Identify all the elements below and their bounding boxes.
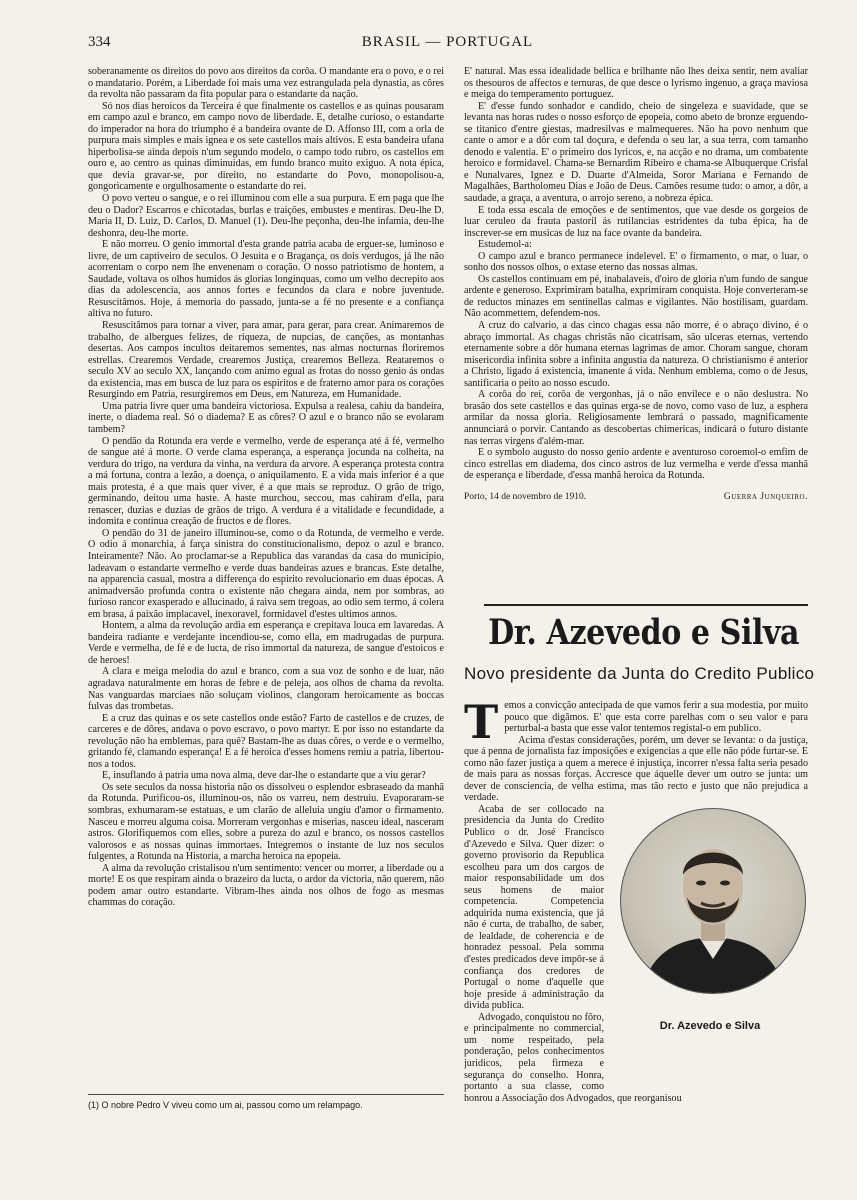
- portrait-photo: [620, 808, 806, 994]
- essay-paragraph: E a cruz das quinas e os sete castellos onde estão? Farto de castellos e de cruzes, de carceres e de dôres, andava o povo escravo, o povo martyr. E por isso no estandarte da revolução não ha emblemas, para quê? Bastam-lhe as duas côres, o verde e o vermelho, gritando fé, clamando esperança! E a fé heroica d'esses homens remiu a patria, libertou-nos a todos.: [88, 712, 444, 770]
- portrait-illustration: [621, 809, 805, 993]
- article-subtitle: Novo presidente da Junta do Credito Publico: [464, 664, 815, 683]
- essay-signature: [464, 492, 808, 503]
- essay-paragraph: Hontem, a alma da revolução ardia em esperança e crepitava louca em lavaredas. A bandeira radiante e verdejante incendiou-se, como ella, em madrugadas de purpura. Verde e vermelha, de fé e de lucta, de riso immortal da natureza, de sangue d'estoicos e de heroes!: [88, 620, 444, 666]
- article-paragraph: Acima d'estas considerações, porém, um dever se levanta: o da justiça, que á penna de jornalista faz imposições e exigencias a que elle não póde furtar-se. E como não fazer justiça a quem a merece é injustiça, incorrer n'essa falta seria pesado de mais para as nossas forças. Accresce que áquelle dever um outro se junta: um dever de consciencia, de velha estima, mas tão recto e justo que não prejudica a verdade.: [464, 734, 808, 804]
- article-lead-text: emos a convicção antecipada de que vamos ferir a sua modestia, por muito pouco que digâmos. E' que esta corre parelhas com o seu valor e para perturbal-a basta que esse valor tentemos registal-o em publico.: [504, 700, 808, 735]
- portrait-figure: [612, 808, 808, 1080]
- essay-paragraph: Só nos dias heroicos da Terceira é que finalmente os castellos e as quinas pousaram em campo azul e branco, em campo novo de liberdade. E, detalhe curioso, o estandarte do imperador na hora do triumpho é a bandeira ovante de D. Affonso III, com a orla de purpura mais simples e mais ignea e os sete castellos mais altivos. E esta bandeira ufana hiperbolisa-se ainda depois n'um segundo modelo, o campo todo rubro, os castellos em ouro e, ao centro as quinas diminuidas, em fundo branco muito exiguo. A nota épica, que devia gravar-se, por direito, no estandarte do Povo, monopolisou-a, gongoricamente e orgulhosamente o estandarte do rei.: [88, 100, 444, 193]
- essay-paragraph: E' natural. Mas essa idealidade bellica e brilhante não lhes deixa sentir, nem avaliar os thesouros de affectos e ternuras, de que desce o lyrismo ingenuo, a graça maviosa e meiga do temperamento portuguez.: [464, 66, 808, 101]
- essay-paragraph: A cruz do calvario, a das cinco chagas essa não morre, é o abraço divino, é o abraço immortal. As chagas christãs não cicatrisam, são ulceras eternas, vertendo eternamente sobre a dôr humana eternas lagrimas de amor. Choram sangue, choram misericordia infinita sobre a infinita angustia da natureza. O christianismo é anterior a Christo, ligado á existencia, imanente á vida. Nenhum emblema, como o de Jesus, santificaria o peito ao nosso escudo.: [464, 320, 808, 389]
- essay-column-left: [88, 66, 444, 1111]
- article-lead: [464, 700, 808, 749]
- date-line: Porto, 14 de novembro de 1910.: [464, 491, 587, 502]
- portrait-caption: Dr. Azevedo e Silva: [659, 1019, 761, 1032]
- essay-paragraph: E, insuflando á patria uma nova alma, deve dar-lhe o estandarte que a viu gerar?: [102, 770, 426, 782]
- article-title: Dr. Azevedo e Silva: [488, 612, 800, 653]
- drop-cap: T: [464, 700, 499, 749]
- article-paragraph: Acaba de ser collocado na presidencia da Junta do Credito Publico o dr. José Francisco d'Azevedo e Silva. Quer dizer: o governo provisorio da Republica escolheu para um dos cargos de maior responsabilidade um dos seus homens de maior competencia. Competencia adquirida numa existencia, que já não é curta, de trabalho, de saber, de lealdade, de coherencia e de honradez pessoal. Pela somma d'estes predicados deve impôr-se á confiança dos credores de Portugal o nome d'aquelle que hoje preside á administração da divida publica.: [464, 803, 604, 1012]
- essay-paragraph: Estudemol-a:: [478, 239, 532, 251]
- essay-paragraph: A corôa do rei, corôa de vergonhas, já o não envilece e o não deslustra. No brasão dos sete castellos e das quinas erga-se de novo, como vaso de luz, a esphera armilar da nossa gloria. Religiosamente lembrará o passado, magnificamente annunciará o porvir. Cantando as descobertas chimericas, indicará o futuro distante nas terras virgens d'além-mar.: [464, 389, 808, 447]
- essay-paragraph: E toda essa escala de emoções e de sentimentos, que vae desde os gorgeios de luar ceruleo da frauta pastoril ás rutilancias estridentes da tuba épica, ha de inscrever-se em musicas de luz na face ovante da bandeira.: [464, 204, 808, 239]
- essay-paragraph: O povo verteu o sangue, e o rei illuminou com elle a sua purpura. E em paga que lhe deu o Dador? Escarros e chicotadas, burlas e traições, embustes e mentiras. Deu-lhe D. Maria II, D. Luiz, D. Carlos, D. Manuel (1). Deu-lhe peçonha, deu-lhe infamia, deu-lhe deshonra, deu-lhe morte.: [88, 193, 444, 239]
- essay-paragraph: E' d'esse fundo sonhador e candido, cheio de singeleza e suavidade, que se levanta nas horas rudes o nosso esforço de epopeia, como abeto de bronze erguendo-se titanico d'entre giestas, madresilvas e malmequeres. Não ha povo nenhum que cante o amor e a dôr com tal doçura, e defenda o seu lar, a sua terra, com tamanho denodo e valentia. E' o primeiro dos lyricos, e, na acção e no drama, um combatente heroico e formidavel. Chama-se Bernardim Ribeiro e chama-se Albuquerque Crisfal e Nunalvares, Ignez e D. Duarte d'Almeida, Soror Mariana e Fernando de Magalhães, Bartholomeu Dias e João de Deus. Camões resume tudo: o amor, a dôr, a saudade, a graça, a aventura, o arrojo sereno, a nobreza épica.: [464, 100, 808, 205]
- article-paragraph: Advogado, conquistou no fôro, e principalmente no commercial, um nome respeitado, pela ponderação, pelos conhecimentos juridicos, pela firmeza e segurança do conselho. Honra, portanto a sua classe, como honrou a Associação dos Advogados, que reorganisou: [464, 1011, 682, 1104]
- essay-paragraph: Os sete seculos da nossa historia não os dissolveu o esplendor esbraseado da manhã da Rotunda. Purificou-os, illuminou-os, não os varreu, nem destruiu. Evaporaram-se sombras, exhumaram-se estatuas, e um clarão de alleluia ungiu d'amor o firmamento. Nasceu e morreu alguma coisa. Morreram vergonhas e miserias, nasceu ideal, nasceram astros. Glorifiquemos com elles, sobre a pureza do azul e branco, os nossos castellos valorosos e as nossas quinas immortaes. Integremos o instante de luz nos seculos fulgentes, a Rotunda na Historia, a marcha heroica na epopeia.: [88, 781, 444, 863]
- footnote: (1) O nobre Pedro V viveu como um ai, passou como um relampago.: [88, 1100, 363, 1110]
- author-name: Guerra Junqueiro.: [723, 491, 808, 502]
- section-divider: [484, 604, 808, 606]
- essay-paragraph: E não morreu. O genio immortal d'esta grande patria acaba de erguer-se, luminoso e livre, de um captiveiro de seculos. O Jesuita e o Bragança, os dois verdugos, já lhe não acorrentam o corpo nem lhe envenenam o coração. O nosso patriotismo de hontem, a Saudade, voltava os olhos humidos ás glorias longinquas, como um velho decrepito aos dias da adolescencia, aos annos fortes e fecundos da clara e nobre juventude. Resuscitâmos. Hoje, á memoria do passado, junta-se a fé no presente e a confiança altiva no futuro.: [88, 239, 444, 320]
- essay-column-right: [464, 66, 808, 596]
- essay-paragraph: A clara e meiga melodia do azul e branco, com a sua voz de sonho e de luar, não agradava naturalmente em horas de febre e de peleja, aos olhos de chama da revolta. Nas vanguardas marciaes não soluçam violinos, clangoram heroicamente as boccas fulvas das trombetas.: [88, 666, 444, 713]
- page-header: [88, 34, 807, 54]
- essay-paragraph: O campo azul e branco permanece indelevel. E' o firmamento, o mar, o luar, o sonho dos nossos olhos, o extase eterno das nossas almas.: [464, 250, 808, 274]
- essay-paragraph: A alma da revolução cristalisou n'um sentimento: vencer ou morrer, a liberdade ou a morte! E os que respiram ainda o brazeiro da lucta, o ardor da victoria, não querem, não podem amar outro estandarte. Vibram-lhes ainda nos olhos de fogo as mesmas chammas do coração.: [88, 862, 444, 909]
- essay-paragraph: soberanamente os direitos do povo aos direitos da corôa. O mandante era o povo, e o rei o mandatario. Porém, a Liberdade foi mais uma vez estrangulada pela dynastia, as côres da revolta não passaram da fita popular para o estandarte da nação.: [88, 66, 444, 101]
- essay-paragraph: E o symbolo augusto do nosso genio ardente e aventuroso coroemol-o emfim de cinco estrellas em diadema, dos cinco astros de luz vermelha e verde d'essa manhã de esperança e liberdade, d'essa manhã heroica da Rotunda.: [464, 447, 808, 482]
- footnote-divider: [88, 1094, 444, 1095]
- running-head: BRASIL — PORTUGAL: [361, 34, 534, 50]
- essay-paragraph: O pendão da Rotunda era verde e vermelho, verde de esperança até á fé, vermelho de sangue até á morte. O verde clama esperança, a esperança jocunda na colheita, na verdura do trigo, na verdura da vinha, na verdura da arvore. A esperança protesta contra a má fortuna, contra a lezão, a doença, o aniquilamento. E a vida mais inferior é a que mais protesta, é a que mais quer viver, é a que mais se reproduz. O grão de trigo, germinando, deitou uma haste. A haste murchou, seccou, mas cahiram d'ella, para renascer, duzias e duzias de grãos de trigo. A verdura é a vitalidade e fecundidade, a indomita e continua creação de fructos e de flores.: [88, 435, 444, 528]
- essay-paragraph: Resuscitâmos para tornar a viver, para amar, para gerar, para crear. Animaremos de trabalho, de albergues felizes, de riqueza, de nupcias, de canções, as montanhas desertas. Aos campos incultos deitaremos sementes, nas almas nocturnas floriremos estrellas. Crearemos Verdade, crearemos Justiça, crearemos Belleza. Reataremos o seculo XV ao seculo XX, lançando com animo egual as frotas do nosso genio ás ondas da existencia, mas em busca de luz para os espiritos e de fraterno amor para os corações Resurgindo em Patria, resurgiremos em Deus, em Natureza, em Humanidade.: [88, 320, 444, 401]
- article-body: [464, 700, 808, 1120]
- essay-paragraph: Uma patria livre quer uma bandeira victoriosa. Expulsa a realesa, cahiu da bandeira, inerte, o diadema real. Só o diadema? E as côres? O azul e o branco não se evolaram tambem?: [88, 400, 444, 435]
- page-number: 334: [88, 34, 111, 50]
- essay-paragraph: O pendão do 31 de janeiro illuminou-se, como o da Rotunda, de vermelho e verde. O odio á monarchia, á farça sinistra do constitucionalismo, depoz o azul e branco. Inteiramente? Não. Ao proclamar-se a Republica das varandas da casa do municipio, ladeavam o estandarte vermelho e verde duas bandeiras azues e brancas. Este detalhe, na apparencia casual, mostra a differença do espirito revolucionario em duas épocas. A animadversão profunda contra o existente não chegara ainda, nem por sombras, ao furioso rancor exasperado e allucinado, á raiva sem tregoas, ao odio sem termo, á colera em brasa, á paixão implacavel, inexoravel, formidavel d'estes ultimos annos.: [88, 527, 444, 620]
- essay-paragraph: Os castellos continuam em pé, inabalaveis, d'oiro de gloria n'um fundo de sangue ardente e generoso. Exprimiram batalha, exprimiram conquista. Hoje converteram-se de reductos minazes em sentinellas calmas e vigilantes. Não hostilisam, guardam. Não acommettem, defendem-nos.: [464, 273, 808, 320]
